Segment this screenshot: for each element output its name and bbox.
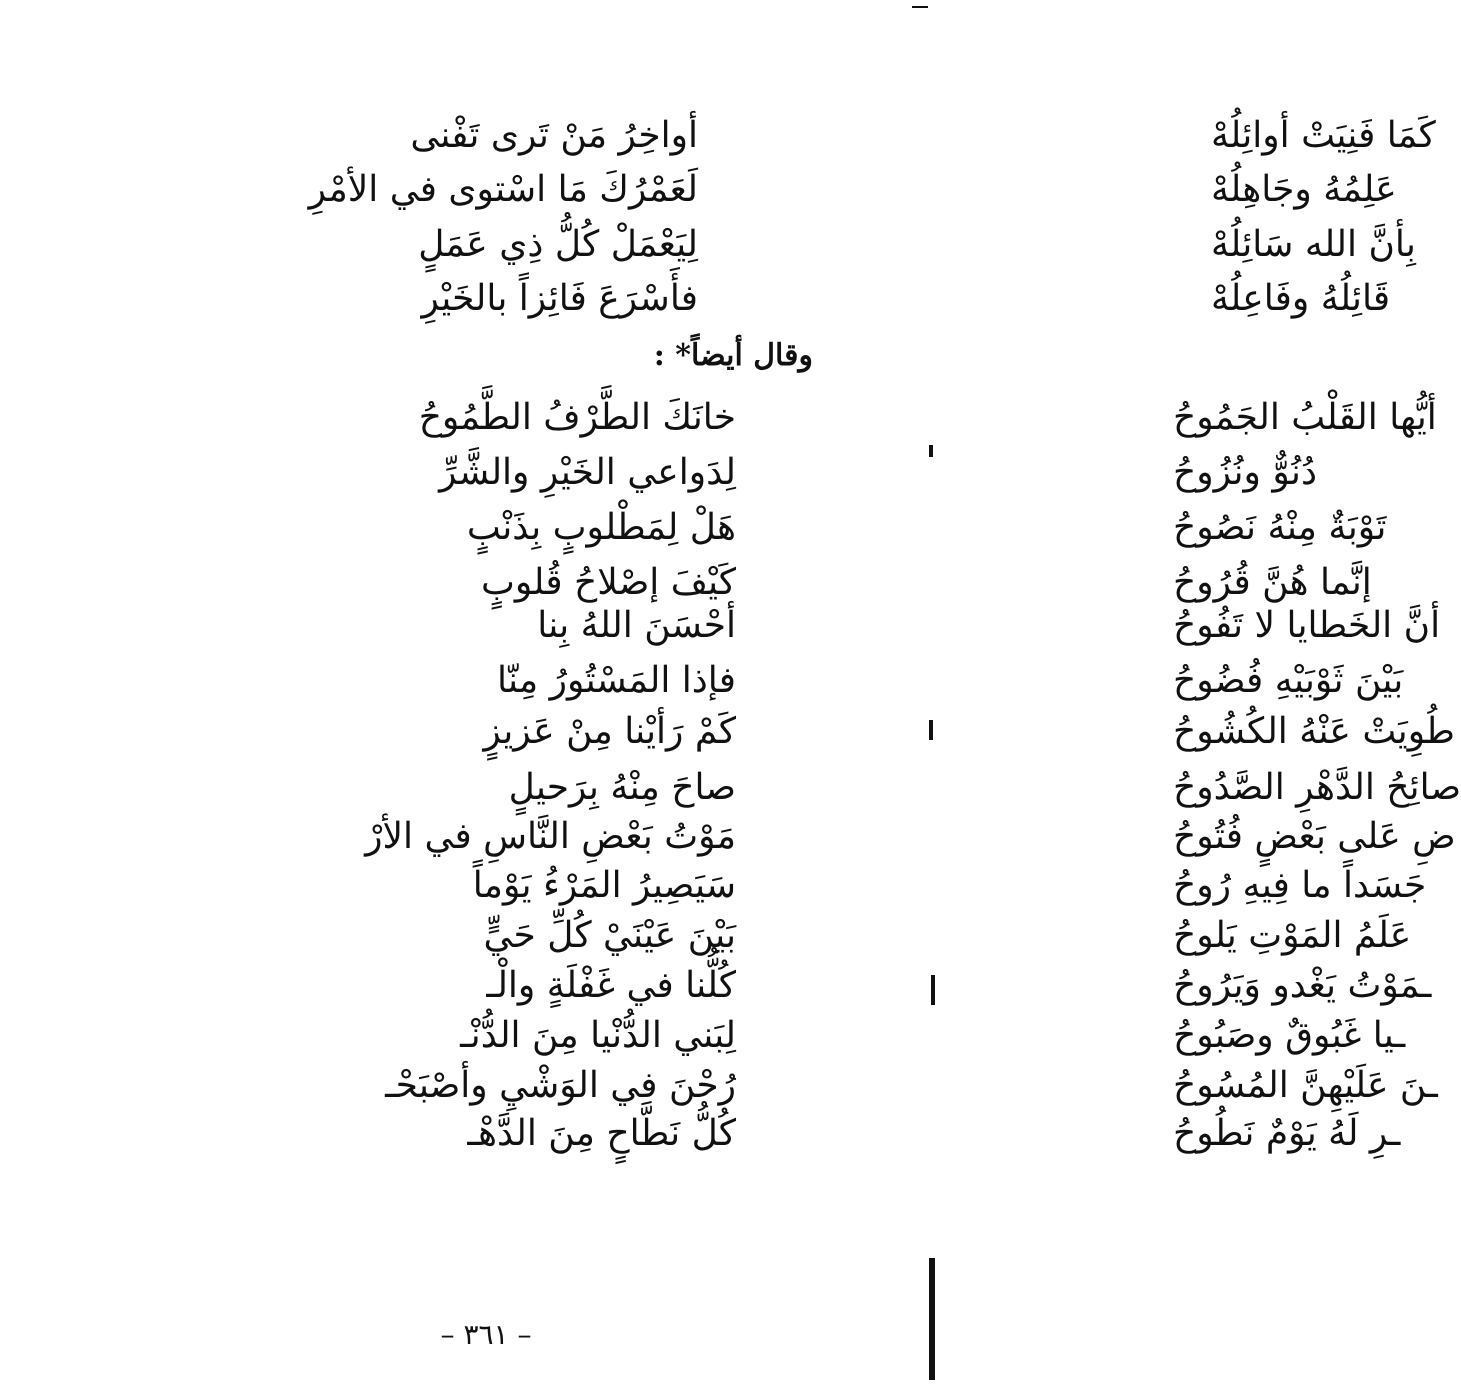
verse-first-hemistich: فإذا المَسْتُورُ مِنّا	[497, 660, 736, 701]
verse-second-hemistich: أيُّها القَلْبُ الجَمُوحُ	[1173, 397, 1437, 438]
scan-mark	[929, 1258, 935, 1380]
verse-second-hemistich: ـمَوْتُ يَغْدو وَيَرُوحُ	[1173, 965, 1432, 1006]
verse-second-hemistich: طُوِيَتْ عَنْهُ الكُشُوحُ	[1173, 711, 1455, 752]
verse-first-hemistich: أواخِرُ مَنْ تَرى تَفْنى	[410, 115, 698, 156]
verse-first-hemistich: كُلُّ نَطَّاحٍ مِنَ الدَّهْـ	[467, 1113, 736, 1154]
verse-second-hemistich: تَوْبَةٌ مِنْهُ نَصُوحُ	[1173, 507, 1387, 548]
scan-mark	[931, 975, 935, 1005]
verse-second-hemistich: صائِحُ الدَّهْرِ الصَّدُوحُ	[1173, 767, 1461, 808]
verse-second-hemistich: ضِ عَلى بَعْضٍ فُتُوحُ	[1173, 816, 1456, 857]
verse-first-hemistich: رُحْنَ في الوَشْيِ وأصْبَحْـ	[385, 1065, 736, 1106]
verse-first-hemistich: صاحَ مِنْهُ بِرَحيلٍ	[508, 767, 736, 808]
verse-second-hemistich: عَلِمُهُ وجَاهِلُهْ	[1211, 169, 1397, 210]
verse-first-hemistich: أحْسَنَ اللهُ بِنا	[537, 605, 736, 646]
verse-second-hemistich: إنَّما هُنَّ قُرُوحُ	[1173, 562, 1372, 603]
verse-second-hemistich: دُنُوٌّ ونُزُوحُ	[1173, 452, 1317, 493]
verse-first-hemistich: لِدَواعي الخَيْرِ والشَّرِّ	[439, 452, 736, 493]
verse-first-hemistich: كَيْفَ إصْلاحُ قُلوبٍ	[480, 562, 736, 603]
verse-second-hemistich: ـيا غَبُوقٌ وصَبُوحُ	[1173, 1015, 1406, 1056]
verse-second-hemistich: أنَّ الخَطايا لا تَفُوحُ	[1173, 605, 1441, 646]
verse-first-hemistich: سَيَصِيرُ المَرْءُ يَوْماً	[472, 865, 736, 906]
verse-first-hemistich: كُلُّنا في غَفْلَةٍ والْـ	[486, 965, 736, 1006]
verse-second-hemistich: بَيْنَ ثَوْبَيْهِ فُضُوحُ	[1173, 660, 1404, 701]
verse-first-hemistich: خانَكَ الطَّرْفُ الطَّمُوحُ	[418, 397, 736, 438]
verse-first-hemistich: مَوْتُ بَعْضِ النَّاسِ في الأرْ	[365, 816, 736, 857]
verse-second-hemistich: جَسَداً ما فِيهِ رُوحُ	[1173, 865, 1427, 906]
verse-second-hemistich: كَمَا فَنِيَتْ أوائِلُهْ	[1211, 115, 1436, 156]
verse-first-hemistich: لِيَعْمَلْ كُلُّ ذِي عَمَلٍ	[418, 224, 698, 265]
verse-first-hemistich: كَمْ رَأيْنا مِنْ عَزيزٍ	[483, 711, 736, 752]
verse-first-hemistich: هَلْ لِمَطْلوبٍ بِذَنْبٍ	[466, 507, 736, 548]
verse-second-hemistich: بِأنَّ الله سَائِلُهْ	[1211, 224, 1416, 265]
verse-second-hemistich: ـنَ عَلَيْهِنَّ المُسُوحُ	[1173, 1065, 1438, 1106]
page-number: – ٣٦١ –	[440, 1318, 532, 1351]
verse-first-hemistich: بَيْنَ عَيْنَيْ كُلِّ حَيٍّ	[483, 915, 736, 956]
verse-second-hemistich: ـرِ لَهُ يَوْمٌ نَطُوحُ	[1173, 1113, 1401, 1154]
scan-mark	[929, 720, 933, 740]
verse-second-hemistich: قَائِلُهُ وفَاعِلُهْ	[1211, 278, 1391, 319]
section-intro: وقال أيضاً* :	[653, 338, 813, 373]
verse-second-hemistich: عَلَمُ المَوْتِ يَلوحُ	[1173, 915, 1412, 956]
scan-mark	[912, 6, 928, 8]
verse-first-hemistich: لَعَمْرُكَ مَا اسْتوى في الأمْرِ	[308, 169, 698, 210]
scan-mark	[929, 445, 933, 457]
verse-first-hemistich: فأَسْرَعَ فَائِزاً بالخَيْرِ	[421, 278, 698, 319]
verse-first-hemistich: لِبَني الدُّنْيا مِنَ الدُّنْـ	[460, 1015, 736, 1056]
